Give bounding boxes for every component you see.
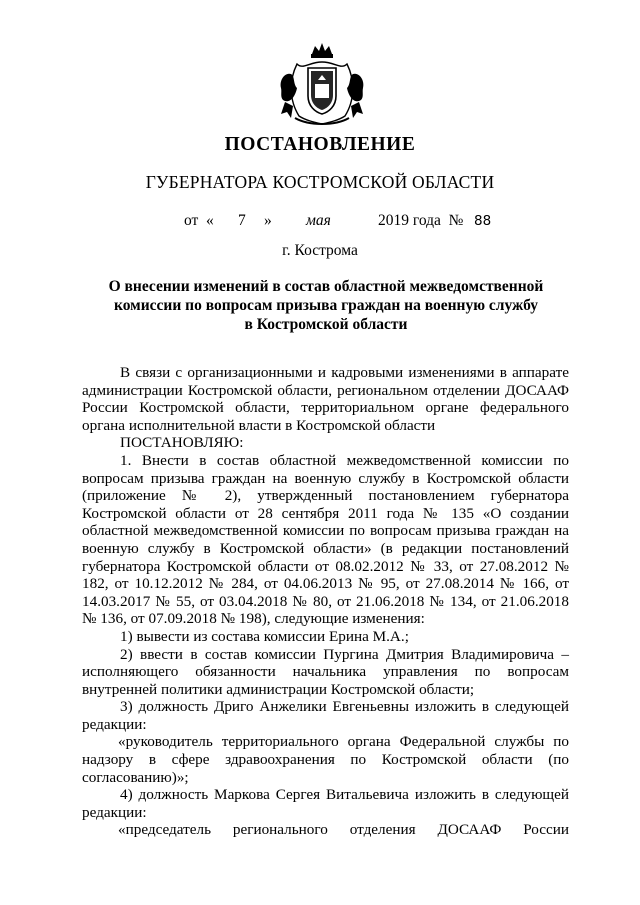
subitem-3: 3) должность Дриго Анжелики Евгеньевны изложить в следующей редакции: xyxy=(82,698,569,733)
document-number: 88 xyxy=(474,213,492,229)
item-1-paragraph: 1. Внести в состав областной межведомственной комиссии по вопросам призыва граждан на военную службу в Костромской области (приложение № 2), утвержденный постановлением губернатора Костромской области от 28 сентября 2011 года № 135 «О создании областной межведомственной комиссии по вопросам призыва граждан на военную службу в Костромской области» (в редакции постановлений губернатора Костромской области от 08.02.2012 № 33, от 27.08.2012 № 182, от 10.12.2012 № 284, от 04.06.2013 № 95, от 27.08.2014 № 166, от 14.03.2017 № 55, от 03.04.2018 № 80, от 21.06.2018 № 134, от 21.06.2018 № 136, от 07.09.2018 № 198), следующие изменения: xyxy=(82,451,569,628)
document-body xyxy=(82,364,569,839)
intro-paragraph: В связи с организационными и кадровыми изменениями в аппарате администрации Костромской области, региональном отделении ДОСААФ России Костромской области, территориальном органе федерального органа исполнительной власти в Костромской области xyxy=(82,364,569,434)
subject-line-3: в Костромской области xyxy=(244,316,408,333)
date-year xyxy=(378,212,463,230)
coat-of-arms-emblem xyxy=(275,40,369,126)
subject-line-1: О внесении изменений в состав областной межведомственной xyxy=(108,278,544,295)
date-day: 7 xyxy=(238,212,246,229)
date-month: мая xyxy=(306,212,331,229)
document-subject xyxy=(100,277,552,334)
subitem-1: 1) вывести из состава комиссии Ерина М.А.; xyxy=(120,627,409,645)
date-prefix: от xyxy=(184,212,199,229)
date-year-text: 2019 года xyxy=(378,212,441,229)
subitem-2: 2) ввести в состав комиссии Пургина Дмитрия Владимировича – исполняющего обязанности начальника управления по вопросам внутренней политики администрации Костромской области; xyxy=(82,645,569,698)
date-quote-close: » xyxy=(264,212,272,229)
subitem-4: 4) должность Маркова Сергея Витальевича изложить в следующей редакции: xyxy=(82,786,569,821)
number-sign: № xyxy=(448,212,464,229)
date-quote-open: « xyxy=(206,212,214,229)
subitem-3-quote: «руководитель территориального органа Федеральной службы по надзору в сфере здравоохранения по Костромской области (по согласованию)»; xyxy=(82,733,569,786)
document-title: ПОСТАНОВЛЕНИЕ xyxy=(224,134,416,155)
subitem-4-quote: «председатель регионального отделения ДОСААФ России xyxy=(118,821,569,839)
issue-city: г. Кострома xyxy=(282,242,358,259)
issuing-authority: ГУБЕРНАТОРА КОСТРОМСКОЙ ОБЛАСТИ xyxy=(145,172,495,192)
subject-line-2: комиссии по вопросам призыва граждан на военную службу xyxy=(114,297,538,314)
decree-word: ПОСТАНОВЛЯЮ: xyxy=(120,434,244,452)
